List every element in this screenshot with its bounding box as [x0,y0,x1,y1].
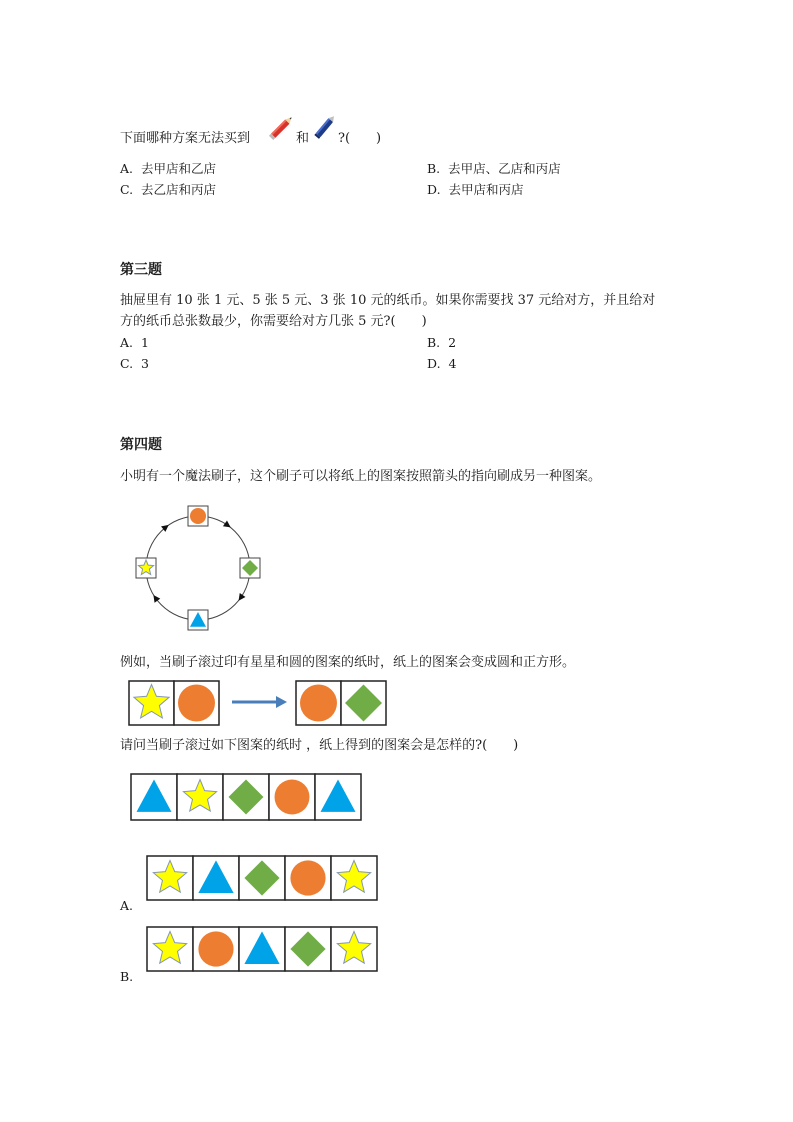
option-text: 3 [141,356,149,371]
circle-shape [275,780,310,815]
q4-given-strip [130,773,362,821]
option-letter: B. [427,161,441,176]
q4-option-a-letter[interactable]: A. [120,898,134,913]
option-letter: C. [120,182,134,197]
pencil-icon [266,112,296,144]
q3-title: 第三题 [120,262,162,278]
option-text: 1 [140,335,149,350]
option-letter: A. [120,161,134,176]
arrowhead-icon [239,593,246,601]
option-text: 去乙店和丙店 [141,182,217,197]
circle-shape [190,508,206,524]
option-letter: B. [427,335,441,350]
q3-option-b[interactable] [427,335,456,351]
q2-option-c[interactable] [120,182,216,198]
option-text: 4 [448,356,457,371]
option-letter: A. [120,335,134,350]
circle-shape [300,685,337,722]
pen-icon [311,112,339,142]
q4-question: 请问当刷子滚过如下图案的纸时 ，纸上得到的图案会是怎样的?( ) [120,738,519,753]
circle-shape [178,685,215,722]
q3-text-line1: 抽屉里有 10 张 1 元、5 张 5 元、3 张 10 元的纸币。如果你需要找 37 元给对方，并且给对 [120,293,656,308]
q2-option-a[interactable] [120,161,216,177]
option-text: 2 [448,335,457,350]
option-letter: C. [120,356,134,371]
option-text: 去甲店、乙店和丙店 [448,161,561,176]
example-after-strip [295,680,387,726]
option-text: 去甲店和丙店 [448,182,524,197]
example-before-strip [128,680,220,726]
q4-title: 第四题 [120,437,162,453]
q2-answer-blank: ?( ) [338,131,382,146]
circle-shape [198,931,233,966]
arrowhead-icon [223,521,231,528]
q2-and: 和 [296,131,310,146]
q3-option-d[interactable] [427,356,456,372]
q4-option-b-strip[interactable] [146,926,378,972]
option-letter: D. [427,356,441,371]
q3-text-line2: 方的纸币总张数最少，你需要给对方几张 5 元?( ) [120,314,427,329]
arrowhead-icon [153,595,160,603]
brush-cycle-diagram [128,500,268,635]
option-text: 去甲店和乙店 [140,161,216,176]
q4-example-text: 例如，当刷子滚过印有星星和圆的图案的纸时，纸上的图案会变成圆和正方形。 [120,655,576,670]
q4-option-a-strip[interactable] [146,855,378,901]
option-letter: D. [427,182,441,197]
q3-option-a[interactable] [120,335,149,351]
q3-option-c[interactable] [120,356,149,372]
q2-prompt-before: 下面哪种方案无法买到 [120,131,251,146]
q2-option-d[interactable] [427,182,524,198]
q2-prompt [120,131,250,147]
circle-shape [290,860,325,895]
q2-option-b[interactable] [427,161,561,177]
arrow-right-icon [230,694,288,710]
q4-option-b-letter[interactable]: B. [120,969,134,984]
q4-intro: 小明有一个魔法刷子，这个刷子可以将纸上的图案按照箭头的指向刷成另一种图案。 [120,469,602,484]
